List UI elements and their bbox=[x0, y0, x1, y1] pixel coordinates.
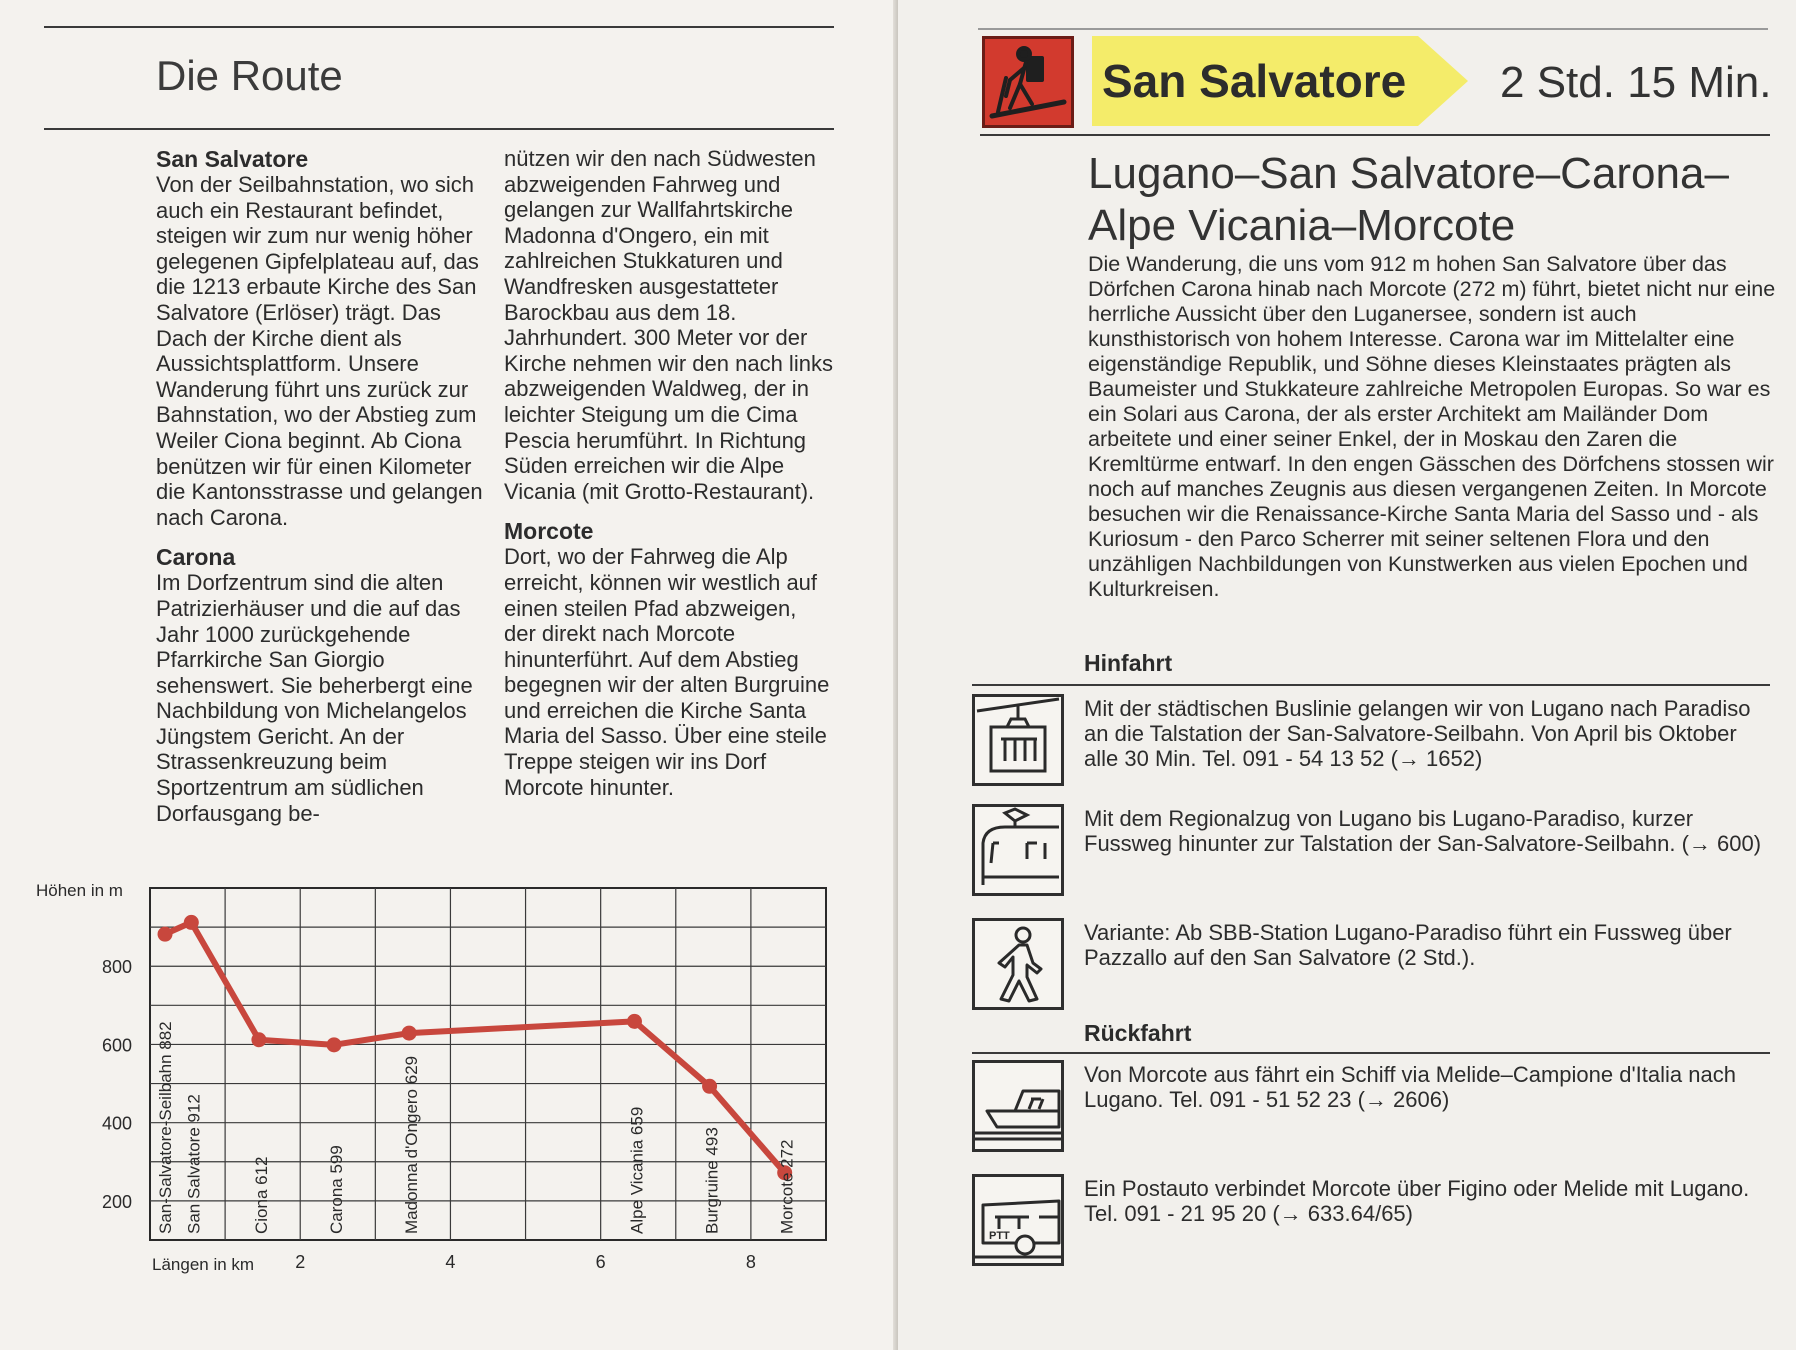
train-icon bbox=[972, 804, 1064, 896]
transport-text-cable-car: Mit der städtischen Buslinie gelangen wir von Lugano nach Paradiso an die Talstation der San-Salvatore-Seilbahn. Von April bis Oktober alle 30 Min. Tel. 091 - 54 13 52 (→ 1652) bbox=[1084, 696, 1751, 771]
section-text-carona: Im Dorfzentrum sind die alten Patrizierhäuser und die auf das Jahr 1000 zurückgehende Pfarrkirche San Giorgio sehenswert. Sie beherbergt eine Nachbildung von Michelangelos Jüngstem Gericht. An der Strassenkreuzung beim Sportzentrum am südlichen Dorfausgang be- bbox=[156, 570, 473, 826]
y-axis-label: Höhen in m bbox=[36, 881, 123, 900]
elevation-point bbox=[251, 1032, 266, 1047]
transport-text-train: Mit dem Regionalzug von Lugano bis Lugano-Paradiso, kurzer Fussweg hinunter zur Talstation der San-Salvatore-Seilbahn. (→ 600) bbox=[1084, 806, 1762, 856]
top-rule bbox=[44, 26, 834, 28]
y-tick-label: 600 bbox=[101, 1035, 132, 1056]
point-label: Ciona 612 bbox=[251, 1156, 271, 1234]
route-title-line-2: Alpe Vicania–Morcote bbox=[1088, 201, 1516, 250]
x-tick-label: 2 bbox=[295, 1252, 306, 1272]
ptt-badge: PTT bbox=[989, 1230, 1010, 1242]
section-text-san-salvatore: Von der Seilbahnstation, wo sich auch ein Restaurant befindet, steigen wir zum nur wenig höher gelegenen Gipfelplateau auf, das die 1213 erbaute Kirche des San Salvatore (Erlöser) trägt. Das Dach der Kirche dient als Aussichtsplattform. Unsere Wanderung führt uns zurück zur Bahnstation, wo der Abstieg zum Weiler Ciona beginnt. Ab Ciona benützen wir für einen Kilometer die Kantonsstrasse und gelangen nach Carona. bbox=[156, 172, 483, 530]
hinfahrt-rule bbox=[972, 684, 1770, 686]
route-title-line-1: Lugano–San Salvatore–Carona– bbox=[1088, 149, 1729, 198]
postbus-icon bbox=[972, 1174, 1064, 1266]
y-tick-label: 200 bbox=[101, 1191, 132, 1212]
y-tick-label: 800 bbox=[101, 957, 132, 978]
title-rule bbox=[44, 128, 834, 130]
x-tick-label: 6 bbox=[595, 1252, 606, 1272]
route-intro-text: Die Wanderung, die uns vom 912 m hohen San Salvatore über das Dörfchen Carona hinab nach Morcote (272 m) führt, bietet nicht nur eine herrliche Aussicht über den Luganersee, sondern ist auch kunsthistorisch von hohem Interesse. Carona war im Mittelalter eine eigenständige Republik, und Söhne dieses Kleinstaates prägten als Baumeister und Stukkateure zahlreiche Metropolen Europas. So war es ein Solari aus Carona, der als erster Architekt am Mailänder Dom arbeitete und einer seiner Enkel, der in Moskau den Zaren die Kremltürme entwarf. In den engen Gässchen des Dörfchens stossen wir noch auf manches Zeugnis aus diesen vergangenen Zeiten. In Morcote besuchen wir die Renaissance-Kirche Santa Maria del Sasso und - als Kuriosum - den Parco Scherrer mit seiner seltenen Flora und den unzähligen Nachbildungen von Kunstwerken aus vielen Epochen und Kulturkreisen. bbox=[1088, 252, 1776, 601]
elevation-point bbox=[184, 915, 199, 930]
page-title: Die Route bbox=[156, 52, 343, 99]
elevation-point bbox=[402, 1026, 417, 1041]
y-tick-label: 400 bbox=[101, 1113, 132, 1134]
x-axis-label: Längen in km bbox=[152, 1255, 255, 1274]
section-heading-carona: Carona bbox=[156, 544, 236, 571]
text-column-1 bbox=[156, 146, 486, 826]
section-text-morcote: Dort, wo der Fahrweg die Alp erreicht, können wir westlich auf einen steilen Pfad abzweigen, der direkt nach Morcote hinunterführt. Auf dem Abstieg begegnen wir der alten Burgruine und erreichen die Kirche Santa Maria del Sasso. Über eine steile Treppe steigen wir ins Dorf Morcote hinunter. bbox=[504, 544, 830, 800]
header-top-rule bbox=[978, 28, 1768, 30]
x-tick-label: 4 bbox=[445, 1252, 456, 1272]
transport-text-walker: Variante: Ab SBB-Station Lugano-Paradiso führt ein Fussweg über Pazzallo auf den San Salvatore (2 Std.). bbox=[1084, 920, 1732, 970]
point-label: Alpe Vicania 659 bbox=[627, 1106, 647, 1234]
section-heading-morcote: Morcote bbox=[504, 518, 594, 545]
duration-label: 2 Std. 15 Min. bbox=[1500, 58, 1772, 107]
point-label: Burgruine 493 bbox=[702, 1127, 722, 1234]
walker-icon bbox=[972, 918, 1064, 1010]
rueckfahrt-rule bbox=[972, 1052, 1770, 1054]
route-name-arrow-tag bbox=[1092, 36, 1468, 126]
elevation-point bbox=[702, 1079, 717, 1094]
header-bottom-rule bbox=[980, 134, 1770, 136]
point-label: Madonna d'Ongero 629 bbox=[402, 1055, 422, 1234]
elevation-point bbox=[627, 1014, 642, 1029]
route-name: San Salvatore bbox=[1102, 55, 1407, 107]
elevation-line bbox=[165, 922, 785, 1172]
x-tick-label: 8 bbox=[745, 1252, 756, 1272]
elevation-point bbox=[327, 1037, 342, 1052]
elevation-point bbox=[158, 927, 173, 942]
point-label: Carona 599 bbox=[327, 1145, 347, 1234]
transport-text-ship: Von Morcote aus fährt ein Schiff via Melide–Campione d'Italia nach Lugano. Tel. 091 - 51 52 23 (→ 2606) bbox=[1084, 1062, 1736, 1112]
hiker-icon bbox=[982, 36, 1074, 128]
text-column-2 bbox=[504, 146, 834, 800]
section-heading-hinfahrt: Hinfahrt bbox=[1084, 650, 1173, 676]
section-heading-rueckfahrt: Rückfahrt bbox=[1084, 1020, 1192, 1046]
point-label: Morcote 272 bbox=[777, 1139, 797, 1234]
ship-icon bbox=[972, 1060, 1064, 1152]
cable-car-icon bbox=[972, 694, 1064, 786]
route-title bbox=[1088, 148, 1768, 252]
section-heading-san-salvatore: San Salvatore bbox=[156, 146, 309, 172]
elevation-profile-svg bbox=[20, 870, 840, 1274]
section-text-carona-continued: nützen wir den nach Südwesten abzweigenden Fahrweg und gelangen zur Wallfahrtskirche Madonna d'Ongero, ein mit zahlreichen Stukkaturen und Wandfresken ausgestatteter Barockbau aus dem 18. Jahrhundert. 300 Meter vor der Kirche nehmen wir den nach links abzweigenden Waldweg, der in leichter Steigung um die Cima Pescia herumführt. In Richtung Süden erreichen wir die Alpe Vicania (mit Grotto-Restaurant). bbox=[504, 146, 833, 504]
transport-text-postbus: Ein Postauto verbindet Morcote über Figino oder Melide mit Lugano. Tel. 091 - 21 95 20 (→ 633.64/65) bbox=[1084, 1176, 1750, 1226]
elevation-profile-chart bbox=[20, 870, 840, 1274]
point-label: San Salvatore 912 bbox=[184, 1094, 204, 1234]
point-label: San-Salvatore-Seilbahn 882 bbox=[156, 1021, 176, 1234]
